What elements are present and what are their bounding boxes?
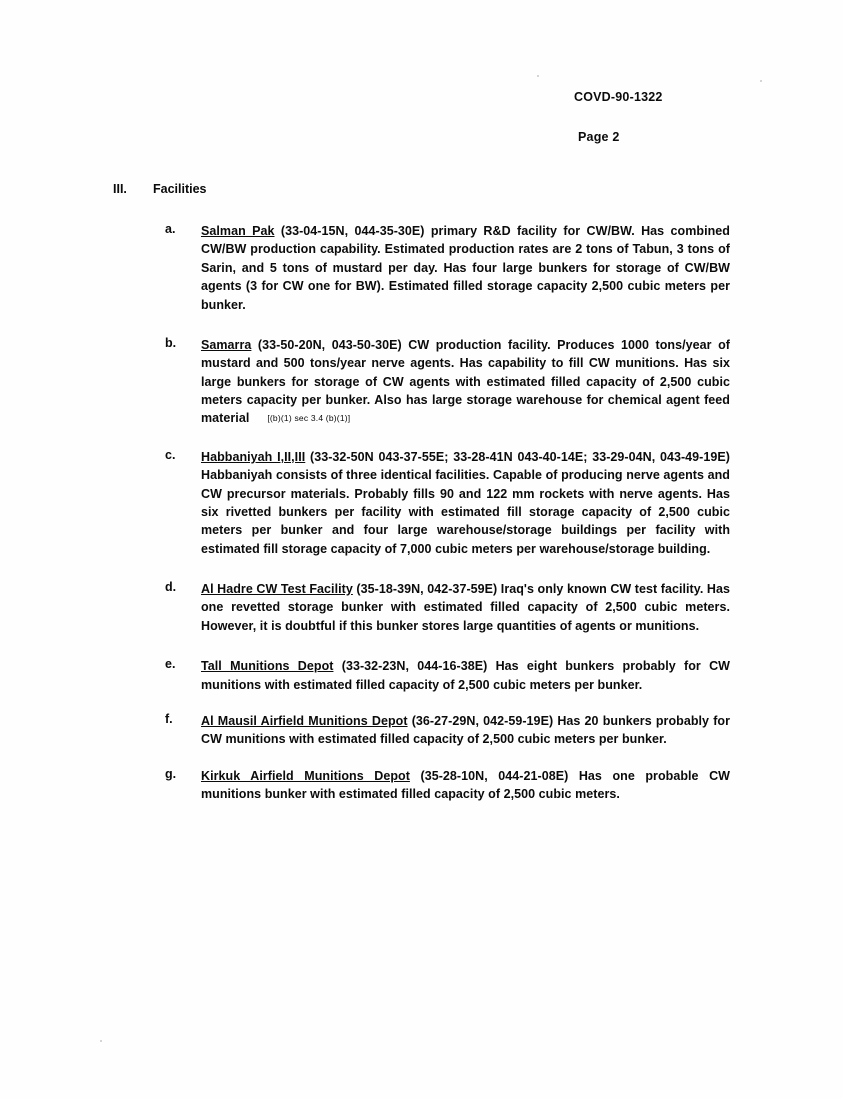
scan-speck bbox=[537, 75, 539, 77]
facility-description: (33-04-15N, 044-35-30E) primary R&D facility for CW/BW. Has combined CW/BW production capability. Estimated production rates are 2 tons of Tabun, 3 tons of Sarin, and 5 tons of mustard per day. Has four large bunkers for storage of CW/BW agents (3 for CW one for BW). Estimated filled storage capacity 2,500 cubic meters per bunker. bbox=[201, 224, 730, 312]
list-item bbox=[165, 336, 730, 428]
list-item-marker: c. bbox=[165, 447, 176, 462]
list-item bbox=[165, 657, 730, 694]
list-item bbox=[165, 712, 730, 749]
facility-name: Kirkuk Airfield Munitions Depot bbox=[201, 768, 410, 783]
redaction-marking: [(b)(1) sec 3.4 (b)(1)] bbox=[267, 413, 351, 424]
facility-name: Al Mausil Airfield Munitions Depot bbox=[201, 713, 408, 728]
facility-description: (36-27-29N, 042-59-19E) Has 20 bunkers probably for CW munitions with estimated filled capacity of 2,500 cubic meters per bunker. bbox=[201, 713, 731, 747]
list-item bbox=[165, 580, 730, 635]
facility-name: Al Hadre CW Test Facility bbox=[201, 582, 353, 596]
list-item bbox=[165, 767, 730, 804]
section-number: III. bbox=[113, 182, 127, 196]
facility-name: Salman Pak bbox=[201, 224, 275, 238]
scan-speck bbox=[100, 1040, 102, 1042]
facilities-list bbox=[165, 222, 730, 825]
facility-name: Tall Munitions Depot bbox=[201, 659, 334, 674]
facility-description: (33-32-50N 043-37-55E; 33-28-41N 043-40-14E; 33-29-04N, 043-49-19E) Habbaniyah consists of three identical facilities. Capable of producing nerve agents and CW precursor materials. Probably fills 90 and 122 mm rockets with nerve agents. Has six rivetted bunkers per facility with estimated fill storage capacity of 2,500 cubic meters per bunker and four large warehouse/storage buildings per facility with estimated fill storage capacity of 7,000 cubic meters per warehouse/storage building. bbox=[201, 449, 730, 556]
facility-description: (35-28-10N, 044-21-08E) Has one probable CW munitions bunker with estimated filled capacity of 2,500 cubic meters. bbox=[201, 768, 731, 801]
list-item bbox=[165, 448, 730, 558]
list-item bbox=[165, 222, 730, 314]
facility-description: (33-32-23N, 044-16-38E) Has eight bunkers probably for CW munitions with estimated filled capacity of 2,500 cubic meters per bunker. bbox=[201, 659, 730, 692]
document-identifier: COVD-90-1322 bbox=[574, 90, 663, 104]
list-item-marker: d. bbox=[165, 580, 177, 594]
list-item-text bbox=[201, 336, 730, 428]
facility-description: (35-18-39N, 042-37-59E) Iraq's only known CW test facility. Has one revetted storage bunker with estimated filled capacity of 2,500 cubic meters. However, it is doubtful if this bunker stores large quantities of agents or munitions. bbox=[201, 582, 731, 633]
page-number: Page 2 bbox=[578, 130, 620, 144]
list-item-marker: a. bbox=[165, 222, 176, 236]
list-item-marker: g. bbox=[165, 766, 177, 781]
scan-speck bbox=[760, 80, 762, 82]
list-item-text bbox=[201, 657, 730, 694]
section-title: Facilities bbox=[153, 182, 207, 196]
facility-name: Habbaniyah I,II,III bbox=[201, 449, 306, 464]
list-item-marker: e. bbox=[165, 657, 176, 672]
list-item-marker: f. bbox=[165, 711, 173, 726]
facility-name: Samarra bbox=[201, 337, 252, 352]
section-heading bbox=[113, 182, 207, 196]
list-item-text bbox=[201, 767, 730, 804]
list-item-marker: b. bbox=[165, 335, 177, 350]
list-item-text bbox=[201, 448, 730, 558]
facility-description: (33-50-20N, 043-50-30E) CW production facility. Produces 1000 tons/year of mustard and 500 tons/year nerve agents. Has capability to fill CW munitions. Has six large bunkers for storage of CW agents with estimated filled capacity of 2,500 cubic meters capacity per bunker. Also has large storage warehouse for chemical agent feed material bbox=[201, 337, 730, 426]
list-item-text bbox=[201, 222, 730, 314]
list-item-text bbox=[201, 712, 730, 749]
list-item-text bbox=[201, 580, 730, 635]
